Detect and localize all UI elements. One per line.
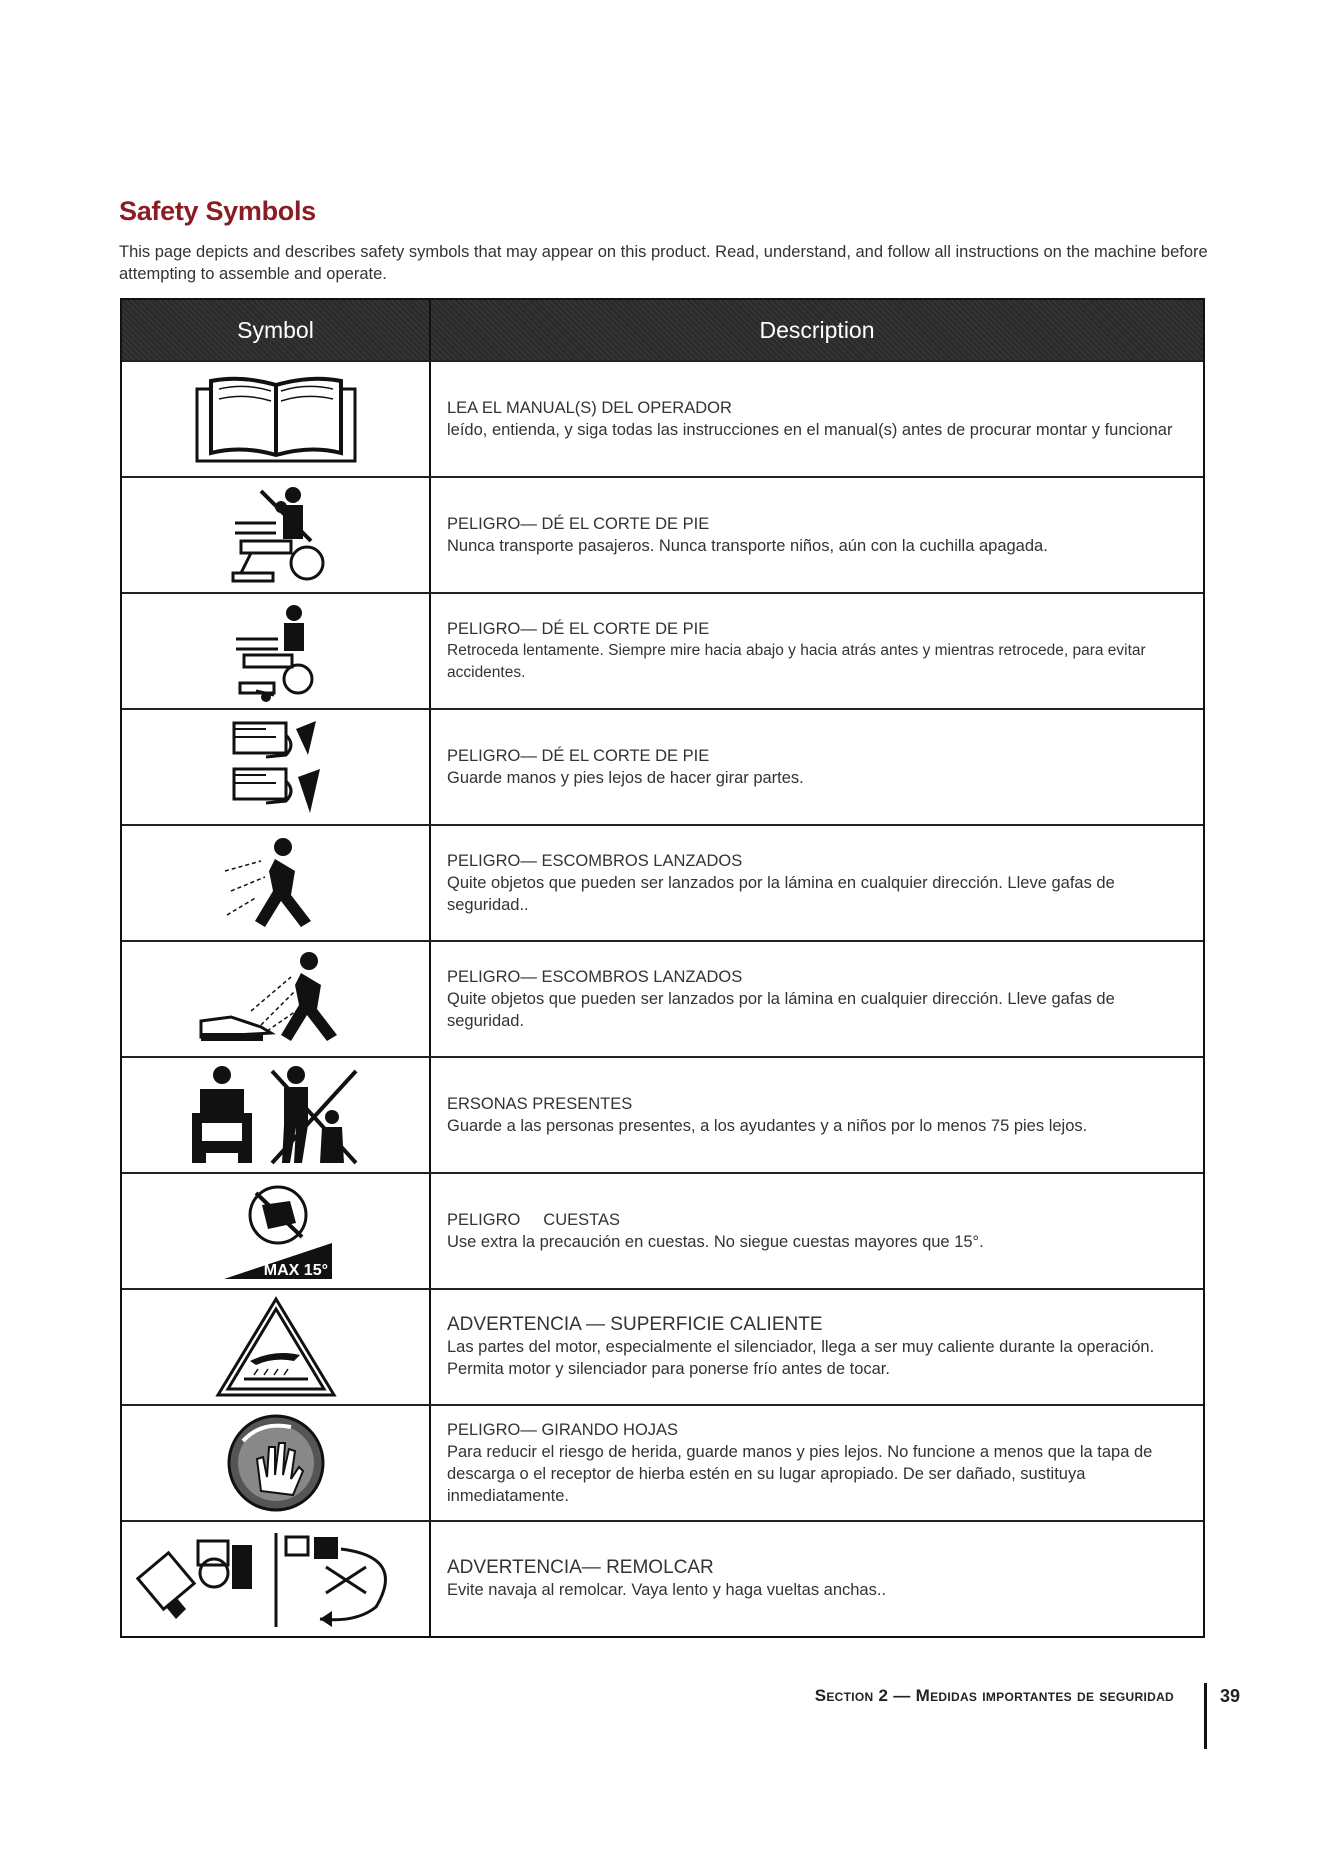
- row-description: Evite navaja al remolcar. Vaya lento y haga vueltas anchas..: [447, 1581, 887, 1599]
- row-description: Las partes del motor, especialmente el silenciador, llega a ser muy caliente durante la operación. Permita motor y silenciador para ponerse frío antes de tocar.: [447, 1338, 1155, 1378]
- rotating-blades-hand-icon: [122, 1406, 431, 1520]
- footer-dash: —: [888, 1686, 916, 1705]
- table-row: [122, 1404, 1203, 1520]
- rotating-blade-hand-foot-icon: [122, 710, 431, 824]
- row-title: PELIGRO— DÉ EL CORTE DE PIE: [447, 747, 710, 765]
- thrown-debris-person-icon: [122, 826, 431, 940]
- table-row: [122, 708, 1203, 824]
- row-title: LEA EL MANUAL(S) DEL OPERADOR: [447, 399, 732, 417]
- slope-max-15-icon: [122, 1174, 431, 1288]
- intro-text: This page depicts and describes safety symbols that may appear on this product. Read, understand, and follow all instructions on the machine before attempting to assemble and operate.: [119, 243, 1208, 283]
- row-title: PELIGRO— DÉ EL CORTE DE PIE: [447, 515, 710, 533]
- slope-badge: MAX 15°: [263, 1262, 328, 1279]
- row-description: Guarde a las personas presentes, a los ayudantes y a niños por lo menos 75 pies lejos.: [447, 1117, 1088, 1135]
- row-title: ERSONAS PRESENTES: [447, 1095, 633, 1113]
- page-number: 39: [1220, 1686, 1241, 1706]
- table-row: [122, 1172, 1203, 1288]
- page-title: Safety Symbols: [119, 196, 316, 226]
- table-header: [122, 300, 1203, 360]
- row-description: Retroceda lentamente. Siempre mire hacia abajo y hacia atrás antes y mientras retrocede, para evitar accidentes.: [447, 642, 1146, 681]
- table-row: [122, 1056, 1203, 1172]
- keep-bystanders-away-icon: [122, 1058, 431, 1172]
- table-row: [122, 592, 1203, 708]
- table-row: [122, 360, 1203, 476]
- operator-manual-book-icon: [122, 362, 431, 476]
- description-column-header: Description: [759, 316, 875, 343]
- table-row: [122, 1520, 1203, 1636]
- footer-section-prefix: Section 2: [814, 1686, 889, 1705]
- table-row: [122, 476, 1203, 592]
- row-description: Quite objetos que pueden ser lanzados por la lámina en cualquier dirección. Lleve gafas de seguridad.: [447, 990, 1115, 1030]
- row-title: PELIGRO— DÉ EL CORTE DE PIE: [447, 620, 710, 638]
- footer-section-title: Medidas importantes de seguridad: [915, 1686, 1174, 1705]
- thrown-debris-mower-icon: [122, 942, 431, 1056]
- table-row: [122, 940, 1203, 1056]
- look-behind-reversing-icon: [122, 594, 431, 708]
- row-title: ADVERTENCIA — SUPERFICIE CALIENTE: [447, 1314, 823, 1335]
- no-passengers-icon: [122, 478, 431, 592]
- row-title: PELIGRO— ESCOMBROS LANZADOS: [447, 852, 743, 870]
- section-footer: [815, 1686, 1174, 1706]
- row-description: leído, entienda, y siga todas las instrucciones en el manual(s) antes de procurar montar y funcionar: [447, 421, 1173, 439]
- row-description: Para reducir el riesgo de herida, guarde manos y pies lejos. No funcione a menos que la tapa de descarga o el receptor de hierba estén en su lugar apropiado. De ser dañado, sustituya inmediatamente.: [447, 1443, 1153, 1505]
- safety-symbols-table: [120, 298, 1205, 1638]
- row-description: Use extra la precaución en cuestas. No siegue cuestas mayores que 15°.: [447, 1233, 984, 1251]
- towing-jackknife-icon: [122, 1522, 431, 1636]
- table-row: [122, 1288, 1203, 1404]
- row-description: Quite objetos que pueden ser lanzados por la lámina en cualquier dirección. Lleve gafas de seguridad..: [447, 874, 1115, 914]
- row-title: PELIGRO— ESCOMBROS LANZADOS: [447, 968, 743, 986]
- row-title: PELIGRO CUESTAS: [447, 1211, 620, 1229]
- footer-divider: [1204, 1683, 1207, 1749]
- row-description: Nunca transporte pasajeros. Nunca transporte niños, aún con la cuchilla apagada.: [447, 537, 1048, 555]
- hot-surface-warning-icon: [122, 1290, 431, 1404]
- symbol-column-header: Symbol: [122, 300, 431, 360]
- table-row: [122, 824, 1203, 940]
- row-description: Guarde manos y pies lejos de hacer girar partes.: [447, 769, 804, 787]
- row-title: ADVERTENCIA— REMOLCAR: [447, 1557, 714, 1578]
- row-title: PELIGRO— GIRANDO HOJAS: [447, 1421, 679, 1439]
